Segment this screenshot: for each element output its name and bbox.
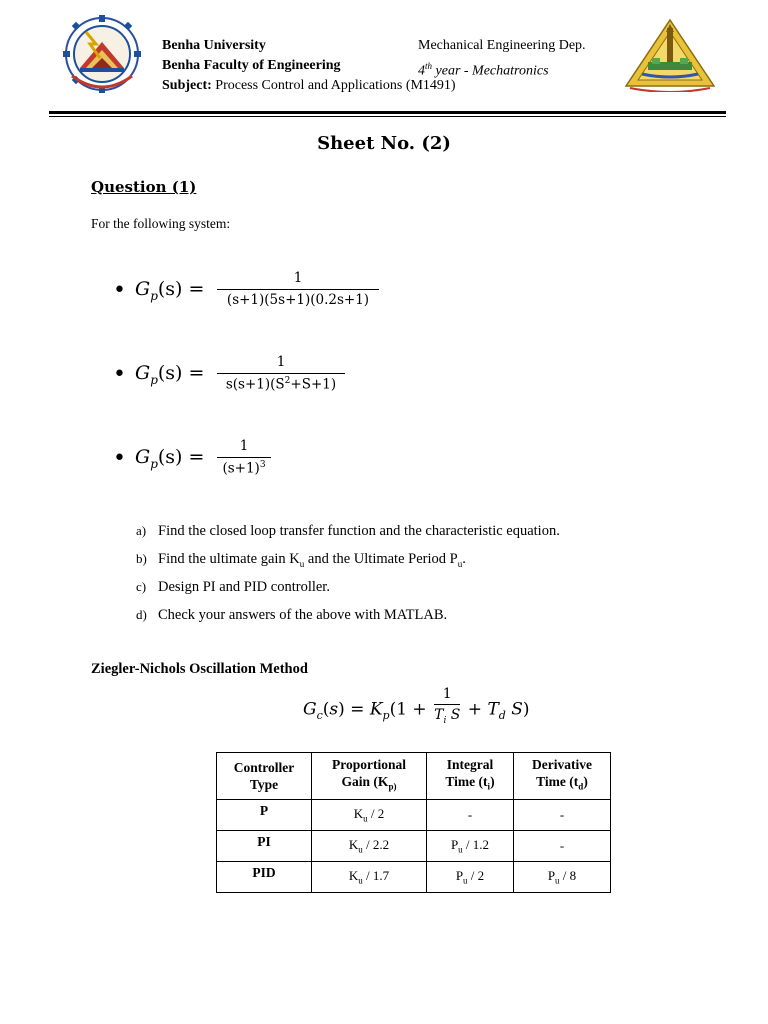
equation-lhs: $G_p(s)$ =	[135, 362, 205, 387]
numerator: 1	[293, 270, 303, 286]
td-cell: $P_u / 8$	[514, 862, 611, 893]
numerator: 1	[276, 354, 286, 370]
controller-type-cell: PID	[217, 862, 312, 893]
zn-table	[216, 752, 611, 893]
controller-formula: $G_c(s) = K_p(1$ + $\frac{1}{T_i S}$ + $T_d$ S)	[303, 686, 530, 726]
question-heading: Question (1)	[91, 178, 197, 196]
year-text: year - Mechatronics	[432, 63, 549, 79]
equation-lhs: $G_p(s)$ =	[135, 278, 205, 303]
year-line	[418, 56, 549, 82]
task-label: a)	[136, 523, 147, 538]
task-c	[136, 579, 330, 596]
header-proportional-gain: Proportional Gain ($K_{p)}$	[312, 753, 427, 800]
ti-cell: -	[427, 800, 514, 831]
kp-cell: $K_u / 1.7$	[312, 862, 427, 893]
task-label: c)	[136, 579, 147, 594]
department-name: Mechanical Engineering Dep.	[418, 38, 586, 53]
faculty-name: Benha Faculty of Engineering	[162, 58, 341, 73]
bullet-icon: •	[113, 362, 126, 387]
task-text: Find the closed loop transfer function and the characteristic equation.	[158, 523, 560, 539]
subject-line	[162, 76, 456, 96]
td-cell: -	[514, 800, 611, 831]
table-row	[217, 831, 611, 862]
equation-3-fraction	[217, 438, 271, 477]
university-logo	[624, 18, 716, 92]
method-heading: Ziegler-Nichols Oscillation Method	[91, 661, 308, 677]
university-name: Benha University	[162, 38, 266, 53]
equation-lhs: $G_p(s)$ =	[135, 446, 205, 471]
formula-denominator: $T_i$ S	[434, 707, 461, 726]
table-header-row	[217, 753, 611, 800]
task-text: Design PI and PID controller.	[158, 579, 330, 595]
denominator: $(s+1)^3$	[222, 460, 266, 477]
question-intro: For the following system:	[91, 216, 231, 231]
fraction-bar	[217, 289, 379, 290]
table-row	[217, 800, 611, 831]
denominator: (s+1)(5s+1)(0.2s+1)	[226, 292, 370, 308]
sheet-title: Sheet No. (2)	[317, 133, 451, 154]
numerator: 1	[239, 438, 249, 454]
ti-cell: $P_u / 2$	[427, 862, 514, 893]
task-text: Find the ultimate gain $K_u$ and the Ultimate Period $P_u$.	[158, 551, 466, 569]
subject-label: Subject:	[162, 78, 212, 93]
bullet-icon: •	[113, 278, 126, 303]
formula-fraction-bar	[434, 704, 460, 705]
task-d	[136, 607, 447, 624]
equation-1-fraction	[217, 270, 379, 308]
fraction-bar	[217, 457, 271, 458]
ti-cell: $P_u / 1.2$	[427, 831, 514, 862]
controller-type-cell: P	[217, 800, 312, 831]
controller-type-cell: PI	[217, 831, 312, 862]
equation-2-fraction	[217, 354, 345, 393]
task-b	[136, 551, 466, 569]
header-controller-type: Controller Type	[217, 753, 312, 800]
formula-numerator: 1	[442, 686, 452, 702]
task-label: b)	[136, 551, 147, 566]
fraction-bar	[217, 373, 345, 374]
task-a	[136, 523, 560, 540]
year-sup: th	[425, 61, 433, 71]
faculty-logo	[62, 14, 144, 96]
bullet-icon: •	[113, 446, 126, 471]
header-rule-thin	[49, 116, 726, 117]
task-text: Check your answers of the above with MATLAB.	[158, 607, 448, 623]
table-row	[217, 862, 611, 893]
header-rule-thick	[49, 111, 726, 114]
kp-cell: $K_u / 2.2$	[312, 831, 427, 862]
year-number: 4	[418, 63, 425, 79]
header-derivative-time: Derivative Time $(t_d)$	[514, 753, 611, 800]
task-label: d)	[136, 607, 147, 622]
td-cell: -	[514, 831, 611, 862]
subject-value: Process Control and Applications (M1491)	[215, 78, 456, 93]
denominator: $s(s+1)(S^2+S+1)$	[225, 376, 337, 393]
kp-cell: $K_u / 2$	[312, 800, 427, 831]
header-integral-time: Integral Time $(t_i)$	[427, 753, 514, 800]
